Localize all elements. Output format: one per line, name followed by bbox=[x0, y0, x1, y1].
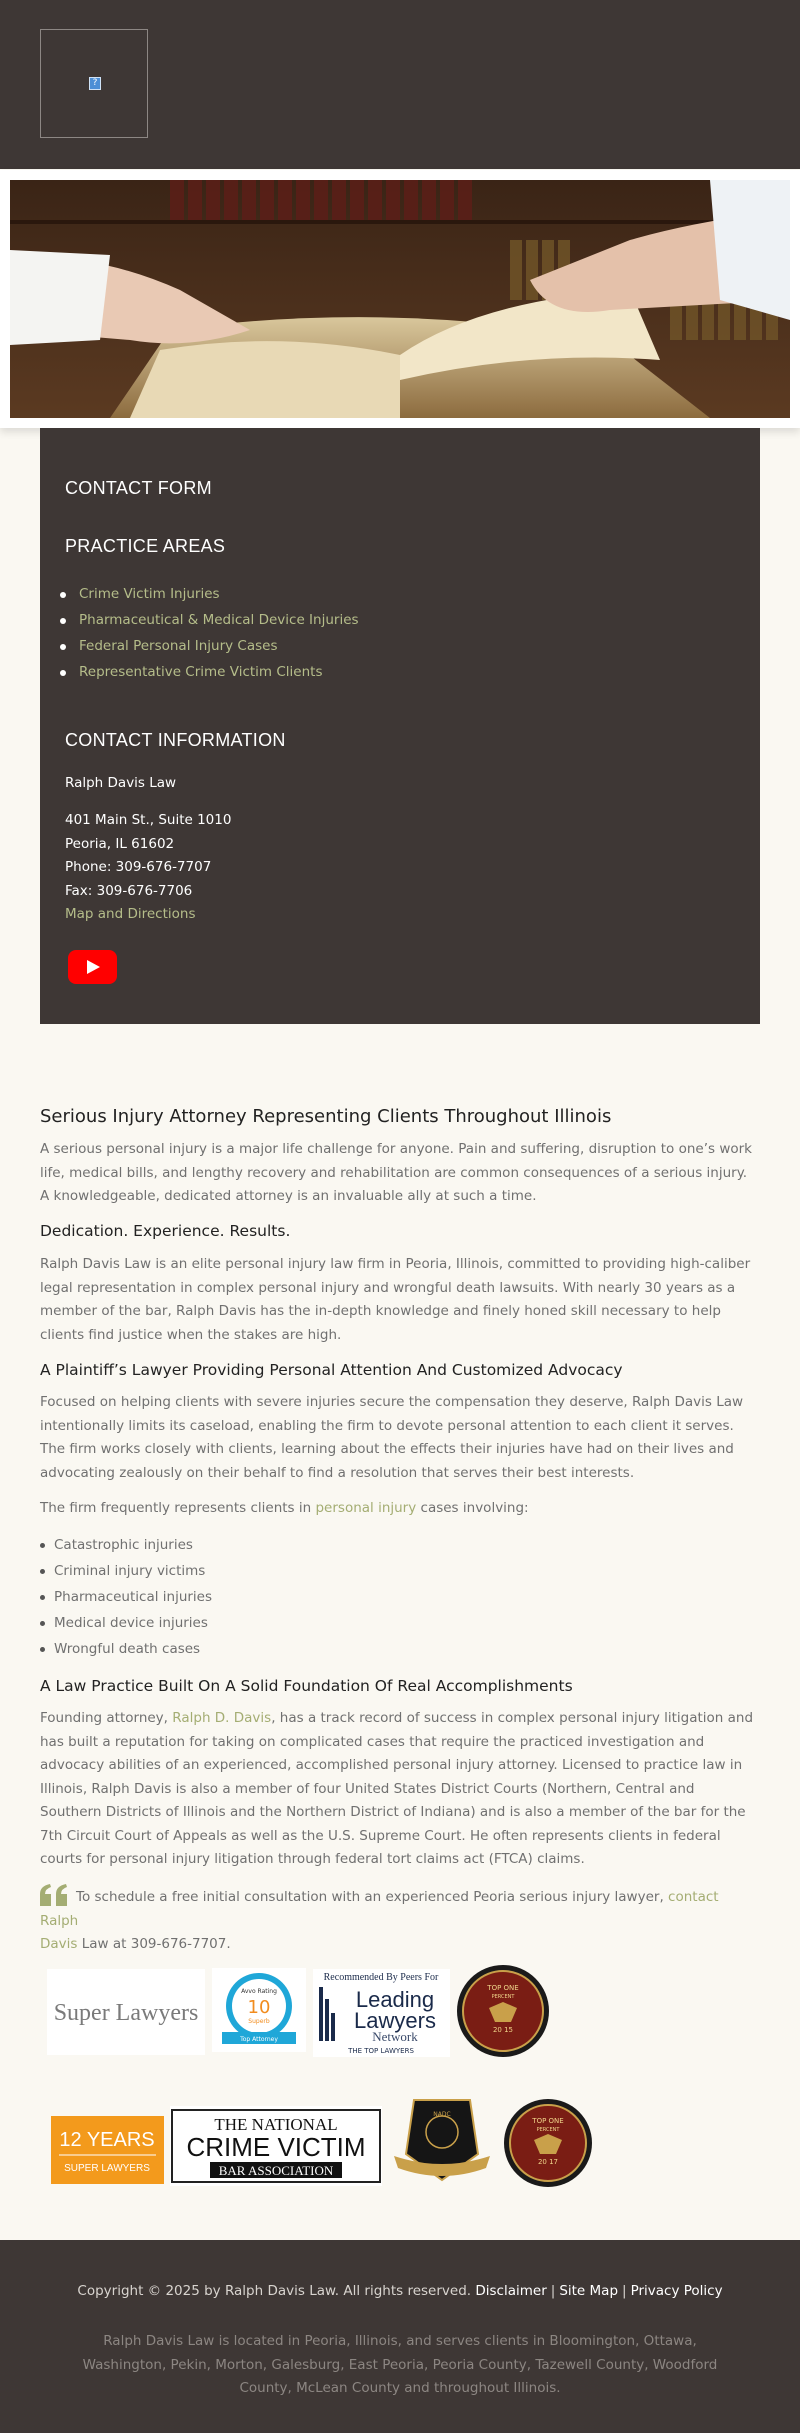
practice-areas-list bbox=[60, 586, 359, 690]
list-item: Medical device injuries bbox=[54, 1614, 212, 1640]
svg-text:NADC: NADC bbox=[433, 2111, 451, 2118]
svg-text:Leading: Leading bbox=[355, 1987, 435, 2012]
svg-text:12 YEARS: 12 YEARS bbox=[59, 2129, 155, 2151]
svg-text:BAR ASSOCIATION: BAR ASSOCIATION bbox=[218, 2163, 334, 2178]
top-one-percent-badge-2015[interactable] bbox=[456, 1964, 550, 2058]
foundation-heading: A Law Practice Built On A Solid Foundation Of Real Accomplishments bbox=[40, 1677, 573, 1695]
site-map-link[interactable]: Site Map bbox=[559, 2283, 619, 2299]
svg-text:TOP ONE: TOP ONE bbox=[487, 1984, 519, 1992]
leading-lawyers-badge[interactable] bbox=[313, 1969, 450, 2057]
contact-link-part2[interactable]: Davis bbox=[40, 1936, 78, 1952]
twelve-years-super-lawyers-badge[interactable] bbox=[51, 2116, 164, 2184]
list-item: Catastrophic injuries bbox=[54, 1536, 212, 1562]
plaintiff-paragraph: Focused on helping clients with severe injuries secure the compensation they deserve, Ralph Davis Law intentionally limits its caseload, enabling the firm to devote personal attention to each client it serves. The firm works closely with clients, learning about the effects their injuries have had on their lives and advocating zealously on their behalf to find a resolution that serves their best interests. bbox=[40, 1394, 744, 1481]
dedication-paragraph: Ralph Davis Law is an elite personal injury law firm in Peoria, Illinois, committed to providing high-caliber legal representation in complex personal injury and wrongful death lawsuits. With nearly 30 years as a member of the bar, Ralph Davis has the in-depth knowledge and finely honed skill necessary to help clients find justice when the stakes are high. bbox=[40, 1256, 751, 1343]
list-item: Pharmaceutical injuries bbox=[54, 1588, 212, 1614]
ncvba-badge[interactable] bbox=[170, 2106, 382, 2186]
list-item: Criminal injury victims bbox=[54, 1562, 212, 1588]
svg-text:Lawyers: Lawyers bbox=[354, 2008, 436, 2033]
firm-name: Ralph Davis Law bbox=[65, 775, 177, 791]
svg-text:SUPER LAWYERS: SUPER LAWYERS bbox=[64, 2163, 150, 2174]
svg-text:THE TOP LAWYERS: THE TOP LAWYERS bbox=[348, 2047, 414, 2055]
youtube-icon[interactable] bbox=[68, 950, 117, 984]
practice-area-pharmaceutical[interactable]: Pharmaceutical & Medical Device Injuries bbox=[79, 612, 359, 638]
personal-injury-link[interactable]: personal injury bbox=[315, 1500, 417, 1516]
footer-legal-line bbox=[0, 2283, 800, 2299]
svg-text:20 15: 20 15 bbox=[492, 2026, 514, 2034]
consultation-paragraph: To schedule a free initial consultation with an experienced Peoria serious injury lawyer, contact Ralph Davis Law at 309-676-7707. bbox=[40, 1889, 719, 1952]
copyright-text: Copyright © 2025 by Ralph Davis Law. All rights reserved. bbox=[77, 2283, 472, 2299]
banner-image bbox=[10, 180, 790, 418]
address-line-2: Peoria, IL 61602 bbox=[65, 836, 175, 852]
svg-text:Recommended By Peers For: Recommended By Peers For bbox=[323, 1972, 439, 1983]
law-book-photo bbox=[10, 180, 790, 418]
avvo-rating-badge[interactable] bbox=[212, 1968, 306, 2052]
contact-form-heading[interactable]: CONTACT FORM bbox=[65, 478, 212, 498]
service-area-note: Ralph Davis Law is located in Peoria, Illinois, and serves clients in Bloomington, Ottawa, Washington, Pekin, Morton, Galesburg, East Peoria, Peoria County, Tazewell County, Woodford County, McLean County and throughout Illinois. bbox=[82, 2333, 718, 2396]
practice-areas-heading: PRACTICE AREAS bbox=[65, 536, 226, 556]
contact-link-part1[interactable]: contact Ralph bbox=[40, 1889, 719, 1929]
nadc-badge[interactable] bbox=[390, 2094, 494, 2190]
svg-text:CRIME VICTIM: CRIME VICTIM bbox=[186, 2132, 366, 2162]
map-directions-link[interactable]: Map and Directions bbox=[65, 906, 196, 922]
contact-info-heading: CONTACT INFORMATION bbox=[65, 730, 286, 750]
super-lawyers-badge[interactable] bbox=[47, 1969, 205, 2055]
svg-text:TOP ONE: TOP ONE bbox=[532, 2117, 564, 2125]
founding-paragraph: Founding attorney, Ralph D. Davis, has a track record of success in complex personal injury litigation and has built a reputation for taking on complicated cases that require the practiced investigation and advocacy abilities of an experienced, accomplished personal injury attorney. Licensed to practice law in Illinois, Ralph Davis is also a member of four United States District Courts (Northern, Central and Southern Districts of Illinois and the Northern District of Indiana) and is also a member of the bar for the 7th Circuit Court of Appeals as well as the U.S. Supreme Court. He often represents clients in federal courts for personal injury litigation through federal tort claims act (FTCA) claims. bbox=[40, 1710, 754, 1867]
disclaimer-link[interactable]: Disclaimer bbox=[475, 2283, 547, 2299]
svg-text:THE NATIONAL: THE NATIONAL bbox=[214, 2115, 338, 2134]
dedication-heading: Dedication. Experience. Results. bbox=[40, 1222, 291, 1240]
footer-separator: | bbox=[550, 2283, 556, 2299]
svg-text:PERCENT: PERCENT bbox=[491, 1994, 515, 2000]
footer-separator: | bbox=[622, 2283, 627, 2299]
practice-area-federal[interactable]: Federal Personal Injury Cases bbox=[79, 638, 359, 664]
list-item: Wrongful death cases bbox=[54, 1640, 212, 1666]
case-types-list bbox=[54, 1536, 212, 1666]
site-header bbox=[0, 0, 800, 169]
intro-paragraph: A serious personal injury is a major life challenge for anyone. Pain and suffering, disruption to one’s work life, medical bills, and lengthy recovery and rehabilitation are common consequences of a serious injury. A knowledgeable, dedicated attorney is an invaluable ally at such a time. bbox=[40, 1141, 752, 1204]
phone-number: Phone: 309-676-7707 bbox=[65, 859, 212, 875]
info-panel bbox=[40, 428, 760, 1024]
svg-text:Superb: Superb bbox=[248, 2018, 270, 2025]
ralph-davis-link[interactable]: Ralph D. Davis bbox=[172, 1710, 272, 1726]
privacy-policy-link[interactable]: Privacy Policy bbox=[630, 2283, 723, 2299]
address-line-1: 401 Main St., Suite 1010 bbox=[65, 812, 232, 828]
svg-text:Avvo Rating: Avvo Rating bbox=[241, 1988, 277, 1995]
svg-text:Top Attorney: Top Attorney bbox=[240, 2036, 278, 2043]
broken-image-icon: ? bbox=[89, 77, 101, 90]
practice-area-representative[interactable]: Representative Crime Victim Clients bbox=[79, 664, 359, 690]
svg-text:10: 10 bbox=[247, 1997, 271, 2018]
top-one-percent-badge-2017[interactable] bbox=[503, 2098, 593, 2188]
practice-area-crime-victim[interactable]: Crime Victim Injuries bbox=[79, 586, 359, 612]
page-title: Serious Injury Attorney Representing Clients Throughout Illinois bbox=[40, 1106, 612, 1127]
fax-number: Fax: 309-676-7706 bbox=[65, 883, 193, 899]
super-lawyers-text: Super Lawyers bbox=[53, 2000, 199, 2026]
frequently-paragraph: The firm frequently represents clients in personal injury cases involving: bbox=[40, 1500, 529, 1516]
svg-text:PERCENT: PERCENT bbox=[536, 2127, 560, 2133]
logo-placeholder[interactable] bbox=[40, 29, 148, 138]
svg-text:Network: Network bbox=[372, 2029, 418, 2044]
plaintiff-heading: A Plaintiff’s Lawyer Providing Personal Attention And Customized Advocacy bbox=[40, 1361, 623, 1379]
quote-icon bbox=[40, 1884, 70, 1906]
svg-text:20 17: 20 17 bbox=[537, 2158, 559, 2166]
